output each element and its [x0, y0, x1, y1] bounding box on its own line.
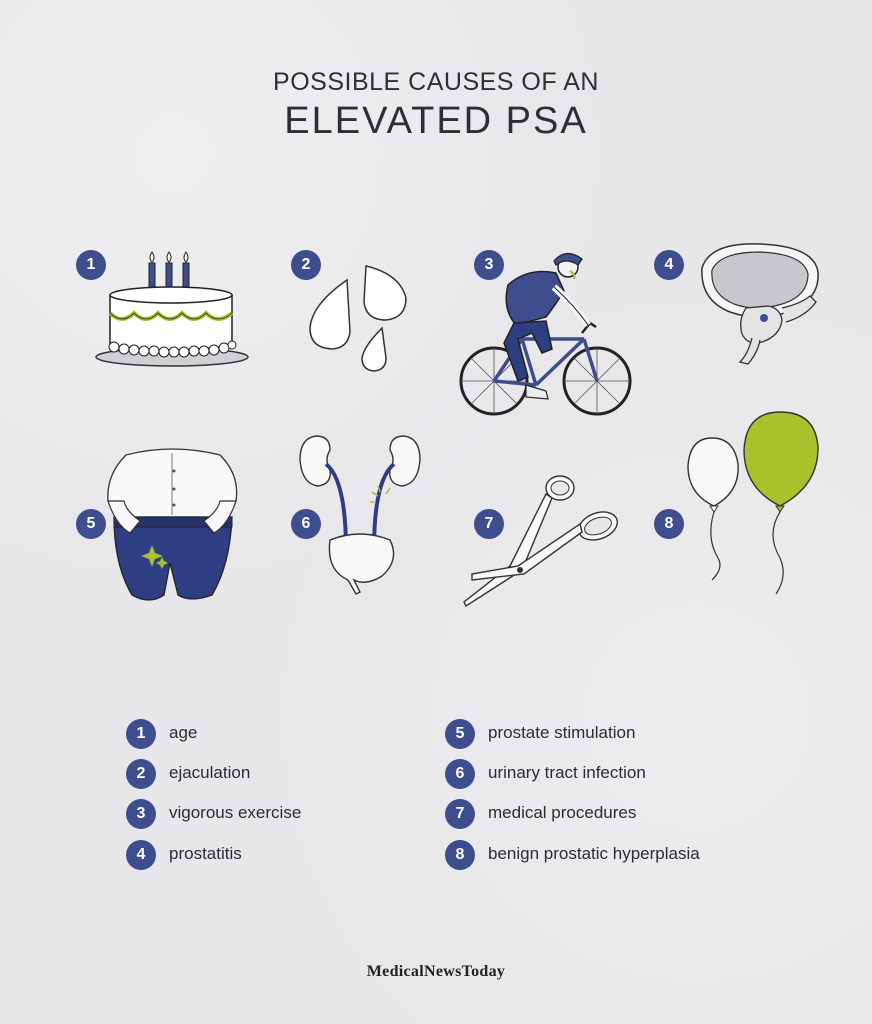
legend-label: prostatitis [169, 844, 242, 863]
illustration-badge-4: 4 [654, 250, 684, 280]
legend-label: age [169, 723, 198, 742]
illustration-badge-7: 7 [474, 509, 504, 539]
legend-badge: 8 [445, 840, 475, 870]
title-line-1: POSSIBLE CAUSES OF AN [273, 68, 599, 96]
legend-label: benign prostatic hyperplasia [488, 844, 700, 863]
illustration-badge-5: 5 [76, 509, 106, 539]
brand-logo: MedicalNewsToday [366, 963, 506, 980]
balloons-icon [684, 408, 822, 598]
illustration-badge-6: 6 [291, 509, 321, 539]
legend-badge: 3 [126, 799, 156, 829]
pants-icon [100, 445, 245, 605]
birthday-cake-icon [92, 245, 252, 370]
legend-label: ejaculation [169, 763, 251, 782]
droplets-icon [302, 262, 412, 374]
prostate-anatomy-icon [690, 238, 822, 368]
legend-label: urinary tract infection [488, 763, 646, 782]
legend-label: vigorous exercise [169, 803, 302, 822]
legend-badge: 2 [126, 759, 156, 789]
legend-badge: 7 [445, 799, 475, 829]
legend-badge: 5 [445, 719, 475, 749]
legend-label: medical procedures [488, 803, 637, 822]
legend-badge: 4 [126, 840, 156, 870]
legend-badge: 6 [445, 759, 475, 789]
illustration-badge-1: 1 [76, 250, 106, 280]
title-line-2: ELEVATED PSA [284, 100, 588, 142]
illustration-badge-3: 3 [474, 250, 504, 280]
scissors-icon [462, 470, 627, 615]
illustration-badge-2: 2 [291, 250, 321, 280]
illustration-badge-8: 8 [654, 509, 684, 539]
urinary-tract-icon [296, 430, 424, 595]
cyclist-icon [456, 247, 634, 419]
legend-label: prostate stimulation [488, 723, 636, 742]
legend-badge: 1 [126, 719, 156, 749]
